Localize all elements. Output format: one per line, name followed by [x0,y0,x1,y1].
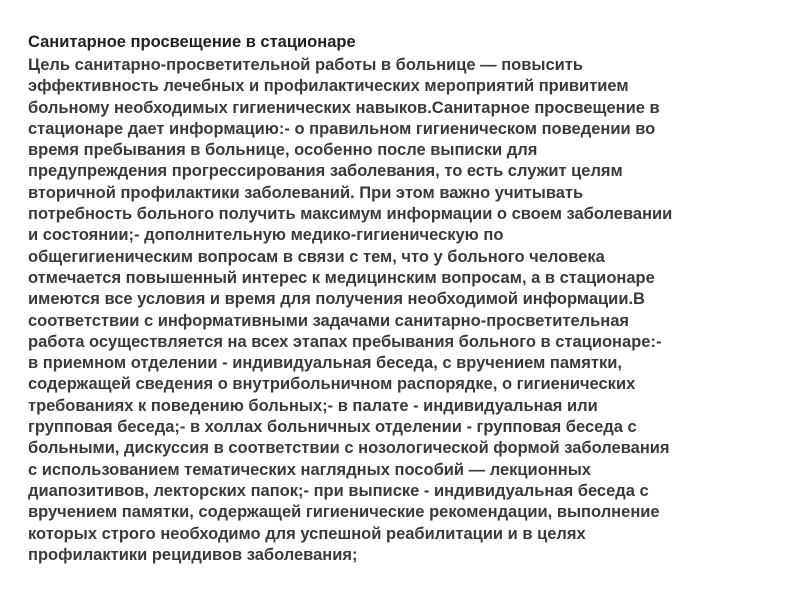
slide-title: Санитарное просвещение в стационаре [28,33,356,51]
body-line: и состоянии;- дополнительную медико-гигиеническую по [28,226,504,245]
body-line: в приемном отделении - индивидуальная беседа, с вручением памятки, [28,354,622,373]
body-line: больному необходимых гигиенических навыков.Санитарное просвещение в [28,98,660,117]
body-line: больными, дискуссия в соответствии с нозологической формой заболевания [28,439,670,458]
body-line: работа осуществляется на всех этапах пребывания больного в стационаре:- [28,332,662,351]
body-line: диапозитивов, лекторских папок;- при выписке - индивидуальная беседа с [28,481,649,500]
body-line: соответствии с информативными задачами санитарно-просветительная [28,311,630,330]
body-line: которых строго необходимо для успешной реабилитации и в целях [28,524,586,543]
body-line: вторичной профилактики заболеваний. При этом важно учитывать [28,183,584,202]
body-line: отмечается повышенный интерес к медицинским вопросам, а в стационаре [28,268,655,287]
body-line: стационаре дает информацию:- о правильном гигиеническом поведении во [28,119,656,138]
body-line: предупреждения прогрессирования заболевания, то есть служит целям [28,162,623,181]
body-line: общегигиеническим вопросам в связи с тем, что у больного человека [28,247,605,266]
body-line: время пребывания в больнице, особенно после выписки для [28,141,538,160]
body-line: потребность больного получить максимум информации о своем заболевании [28,205,673,224]
body-line: профилактики рецидивов заболевания; [28,545,358,564]
body-line: с использованием тематических наглядных пособий — лекционных [28,460,591,479]
body-line: групповая беседа;- в холлах больничных отделении - групповая беседа с [28,418,637,437]
body-text [28,55,788,566]
body-line: эффективность лечебных и профилактических мероприятий привитием [28,77,629,96]
body-line: содержащей сведения о внутрибольничном распорядке, о гигиенических [28,375,636,394]
body-line: вручением памятки, содержащей гигиенические рекомендации, выполнение [28,503,660,522]
body-line: требованиях к поведению больных;- в палате - индивидуальная или [28,396,598,415]
body-line: Цель санитарно-просветительной работы в больнице — повысить [28,56,584,74]
body-line: имеются все условия и время для получения необходимой информации.В [28,290,645,309]
